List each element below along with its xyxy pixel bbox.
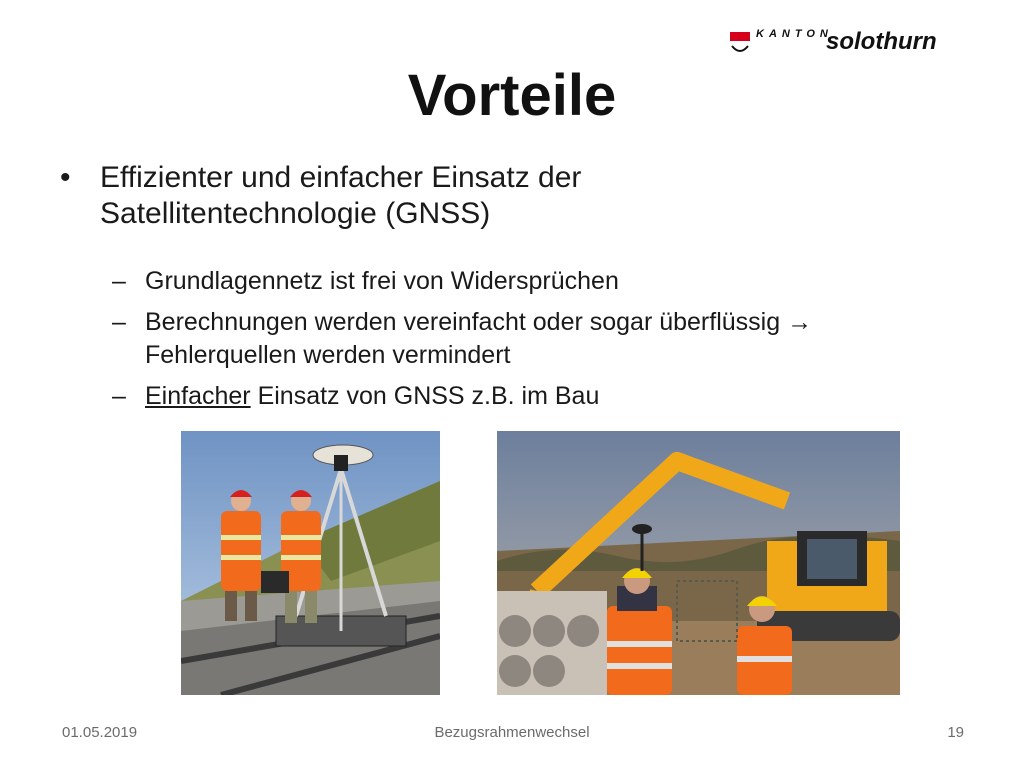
footer-date: 01.05.2019 <box>62 724 138 741</box>
slide-title: Vorteile <box>407 63 617 128</box>
dash-marker: – <box>112 267 126 295</box>
sub-bullet-2-line-1 <box>145 306 905 339</box>
canton-flag-icon <box>730 32 750 56</box>
main-bullet-line-1: Effizienter und einfacher Einsatz der <box>100 161 582 194</box>
construction-site-illustration <box>497 431 900 695</box>
main-bullet-line-2: Satellitentechnologie (GNSS) <box>100 197 491 230</box>
bullet-marker: • <box>60 161 71 194</box>
logo-kanton-text: KANTON <box>756 28 833 40</box>
sub-bullet-2-line-2: Fehlerquellen werden vermindert <box>145 341 511 369</box>
kanton-solothurn-logo <box>730 22 980 62</box>
main-bullet-text <box>100 160 720 232</box>
sub-bullet-2-line-1-text: Berechnungen werden vereinfacht oder sogar überflüssig <box>145 308 781 336</box>
dash-marker: – <box>112 308 126 336</box>
dash-marker: – <box>112 382 126 410</box>
footer-title: Bezugsrahmenwechsel <box>434 724 590 741</box>
photo-railway-gnss-survey <box>181 431 440 695</box>
railway-survey-illustration <box>181 431 440 695</box>
sub-bullet-3-rest: Einsatz von GNSS z.B. im Bau <box>250 382 600 410</box>
arrow-right-icon: → <box>787 308 813 336</box>
sub-bullet-3-text <box>145 380 905 413</box>
sub-bullet-1-text: Grundlagennetz ist frei von Widersprüchen <box>145 267 619 295</box>
underlined-word: Einfacher <box>145 382 251 410</box>
footer-page-number: 19 <box>947 724 964 741</box>
logo-solothurn-text: solothurn <box>826 28 937 55</box>
sub-bullet-2-text <box>145 306 905 372</box>
photo-excavator-gnss-construction <box>497 431 900 695</box>
